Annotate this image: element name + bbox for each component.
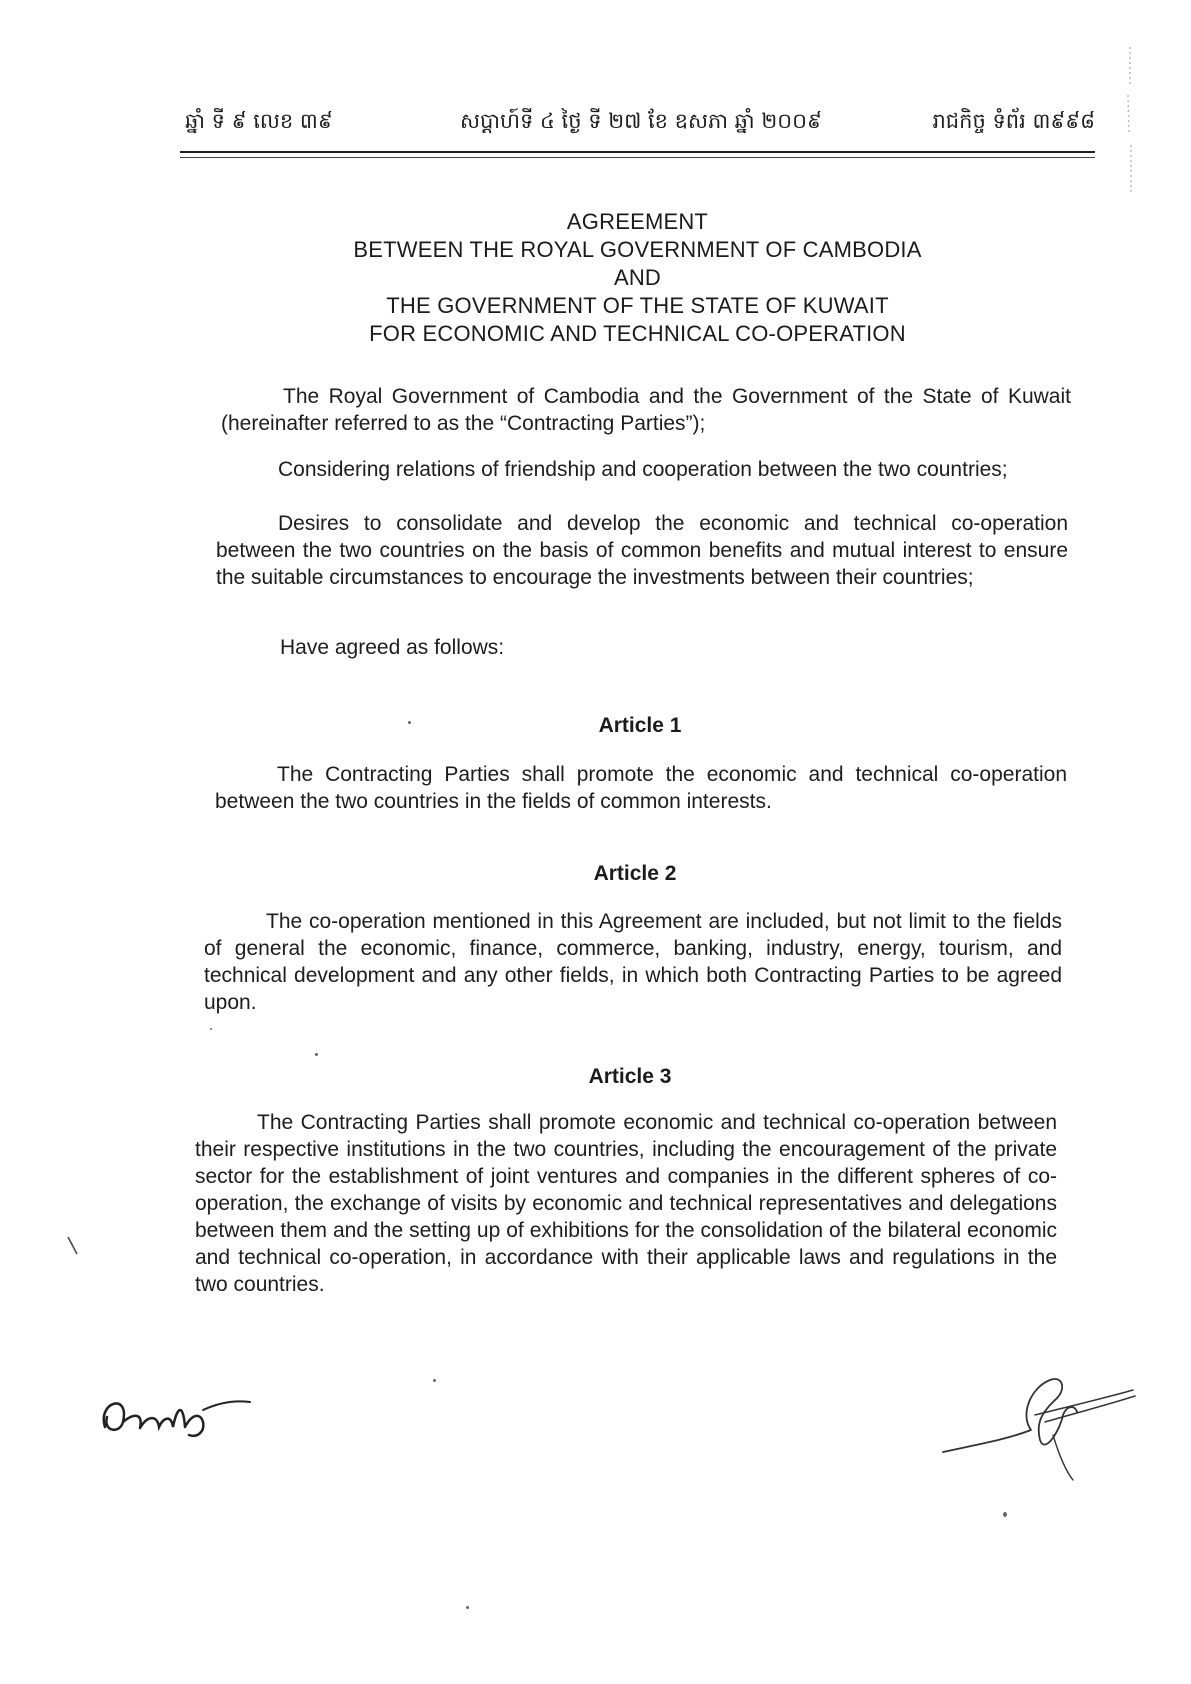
kuwait-signature (935, 1360, 1140, 1485)
header-week-date: សប្តាហ៍ទី ៤ ថ្ងៃ ទី ២៧ ខែ ឧសភា ឆ្នាំ ២០០៩ (460, 109, 822, 133)
title-line-agreement: AGREEMENT (566, 209, 709, 234)
scan-mark (66, 1235, 80, 1257)
title-line-cambodia: BETWEEN THE ROYAL GOVERNMENT OF CAMBODIA (353, 237, 922, 262)
scan-speck (408, 721, 411, 724)
article-1-text: The Contracting Parties shall promote the economic and technical co-operation between the two countries in the fields of common interests. (215, 763, 1067, 813)
article-3-heading: Article 3 (588, 1065, 672, 1088)
agreement-title (180, 208, 1095, 348)
scan-speck (1003, 1512, 1007, 1517)
preamble-desires: Desires to consolidate and develop the economic and technical co-operation between the two countries on the basis of common benefits and mutual interest to ensure the suitable circumstances to encourage the investments between their countries; (216, 512, 1068, 589)
title-line-purpose: FOR ECONOMIC AND TECHNICAL CO-OPERATION (369, 321, 906, 346)
preamble-considering: Considering relations of friendship and cooperation between the two countries; (278, 458, 1008, 481)
article-2-heading: Article 2 (593, 862, 677, 885)
article-2-text: The co-operation mentioned in this Agreement are included, but not limit to the fields of general the economic, finance, commerce, banking, industry, energy, tourism, and technical development and any other fields, in which both Contracting Parties to be agreed upon. (204, 910, 1062, 1014)
header-volume-number: ឆ្នាំ ទី ៩ លេខ ៣៩ (185, 109, 333, 133)
scan-edge-noise (1122, 45, 1138, 205)
header-rule-thin (180, 157, 1095, 158)
scan-speck (466, 1606, 469, 1609)
header-page-number: រាជកិច្ច ទំព័រ ៣៩៩៨ (932, 109, 1095, 133)
article-1-heading: Article 1 (598, 714, 682, 737)
scan-speck (433, 1379, 436, 1382)
gazette-header (180, 108, 1095, 144)
title-line-and: AND (613, 265, 662, 290)
scan-speck (210, 1028, 212, 1030)
preamble-parties: The Royal Government of Cambodia and the Government of the State of Kuwait (hereinafter referred to as the “Contracting Parties”); (221, 385, 1071, 435)
cambodia-signature (85, 1372, 265, 1457)
article-3-text: The Contracting Parties shall promote economic and technical co-operation between their respective institutions in the two countries, including the encouragement of the private sector for the establishment of joint ventures and companies in the different spheres of co-operation, the exchange of visits by economic and technical representatives and delegations between them and the setting up of exhibitions for the consolidation of the bilateral economic and technical co-operation, in accordance with their applicable laws and regulations in the two countries. (195, 1111, 1057, 1296)
scan-speck (315, 1053, 318, 1056)
title-line-kuwait: THE GOVERNMENT OF THE STATE OF KUWAIT (386, 293, 889, 318)
header-rule-thick (180, 151, 1095, 153)
preamble-agreed: Have agreed as follows: (280, 636, 505, 659)
